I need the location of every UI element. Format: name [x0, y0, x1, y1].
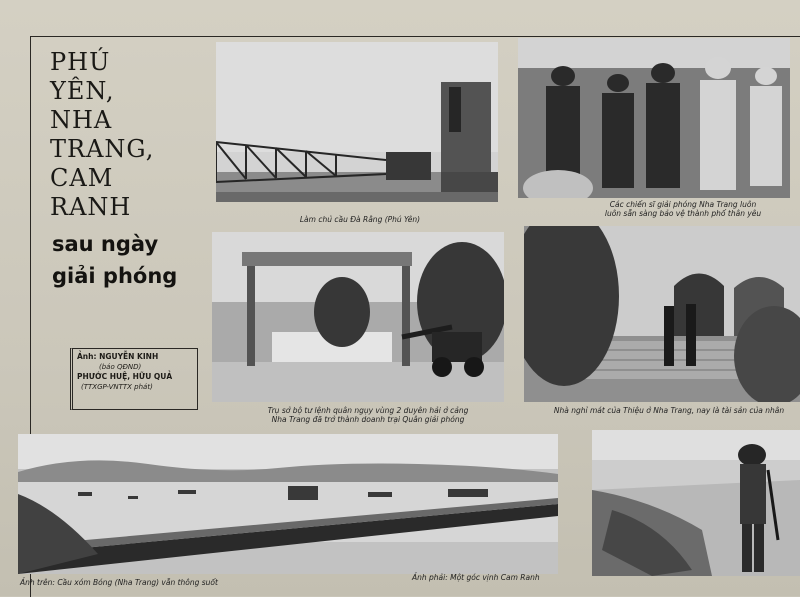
headline-line: YÊN, [50, 77, 115, 105]
caption-soldiers-line1: Các chiến sĩ giải phóng Nha Trang luôn [609, 200, 757, 209]
photo-camranh [592, 430, 800, 576]
headline-line: CAM [50, 164, 114, 192]
caption-bridge: Làm chủ cầu Đà Rằng (Phú Yên) [299, 215, 421, 224]
credit-source-2: (TTXGP-VNTTX phát) [81, 383, 153, 391]
caption-villa: Nhà nghỉ mát của Thiệu ở Nha Trang, nay là tài sản của nhân [553, 406, 785, 415]
photo-bridge [216, 42, 498, 202]
subtitle-line: giải phóng [52, 264, 178, 288]
headline [40, 48, 210, 292]
caption-gate [238, 406, 498, 424]
caption-harbor-left: Ảnh trên: Cầu xóm Bóng (Nha Trang) vẫn thông suốt [20, 578, 218, 587]
credit-photographer: Ảnh: NGUYỄN KINH [77, 352, 159, 361]
photo-soldiers [518, 38, 790, 198]
credit-source: (báo QĐND) [99, 363, 142, 371]
caption-gate-line1: Trụ sở bộ tư lệnh quân ngụy vùng 2 duyên hải ở cảng [267, 406, 469, 415]
credit-photographers-2: PHƯỚC HUỆ, HỮU QUẢ [77, 372, 173, 381]
headline-line: NHA [50, 106, 113, 134]
caption-gate-line2: Nha Trang đã trở thành doanh trại Quân giải phóng [271, 415, 465, 424]
headline-line: RANH [50, 193, 132, 221]
caption-soldiers [578, 200, 788, 218]
caption-harbor-right: Ảnh phải: Một góc vịnh Cam Ranh [412, 573, 540, 582]
subtitle-line: sau ngày [52, 232, 159, 256]
photo-harbor [18, 434, 558, 574]
headline-line: TRANG, [50, 135, 155, 163]
photo-villa [524, 226, 800, 402]
photo-gate [212, 232, 504, 402]
headline-line: PHÚ [50, 48, 111, 76]
photo-credits [70, 348, 198, 410]
caption-soldiers-line2: luôn sẵn sàng bảo vệ thành phố thân yêu [604, 209, 762, 218]
